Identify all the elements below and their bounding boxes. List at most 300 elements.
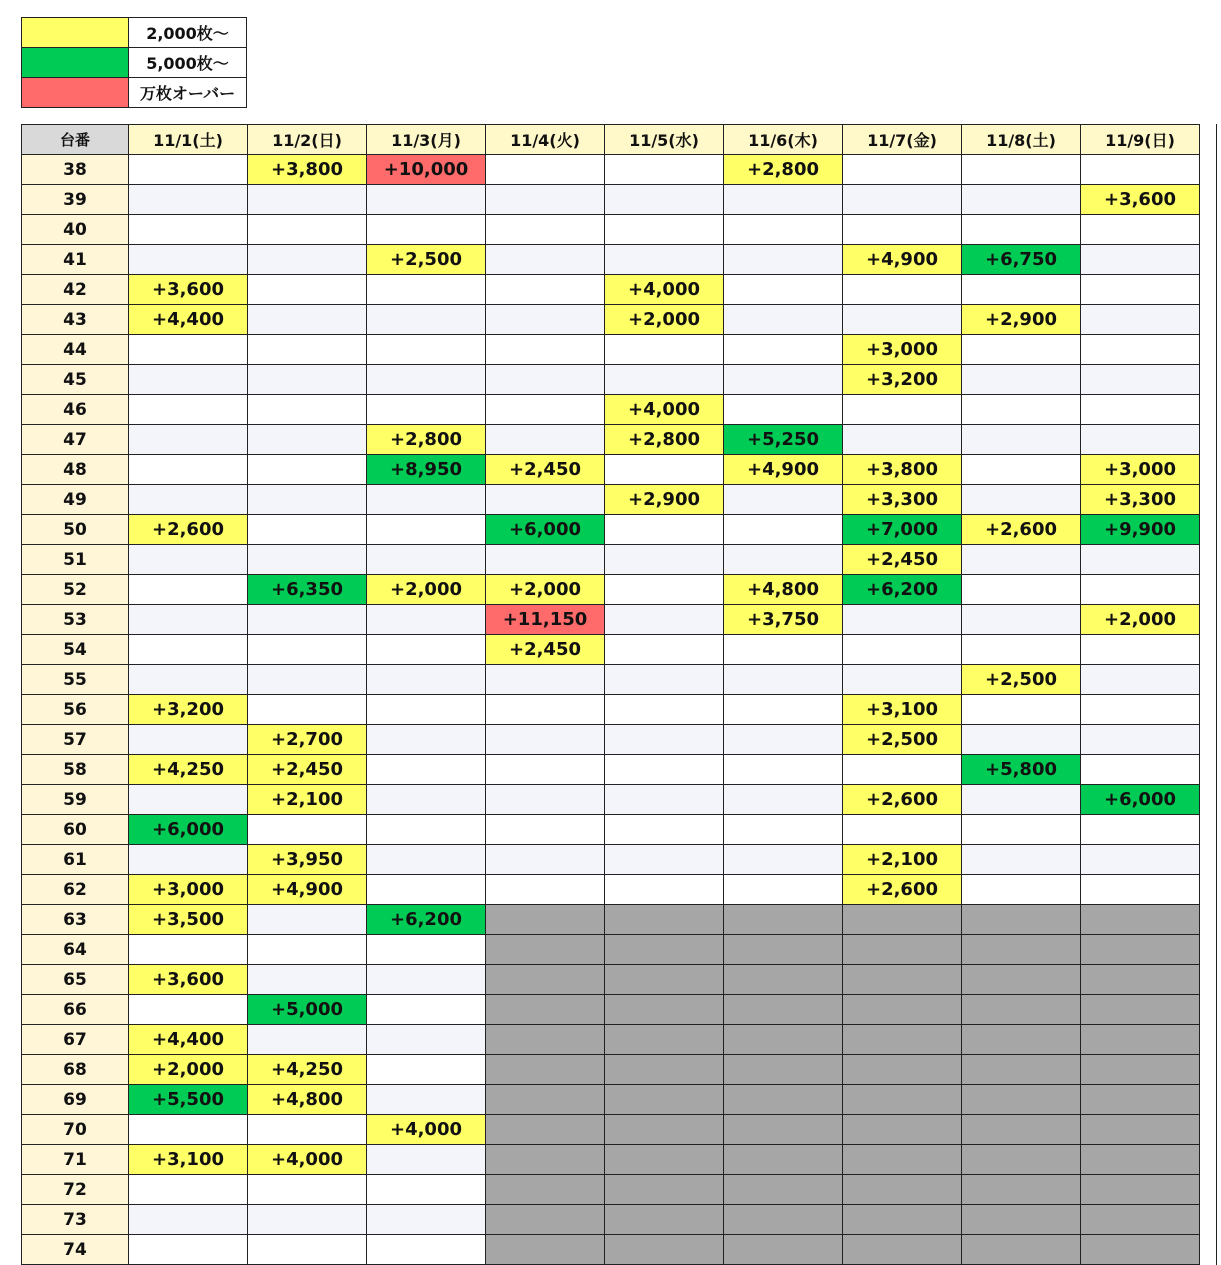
result-cell	[248, 905, 367, 935]
result-cell	[486, 335, 605, 365]
result-cell: +2,000	[129, 1055, 248, 1085]
result-cell	[605, 575, 724, 605]
result-cell	[605, 545, 724, 575]
result-cell	[605, 605, 724, 635]
machine-number: 49	[22, 485, 129, 515]
result-cell: +2,600	[843, 785, 962, 815]
result-cell: +2,100	[843, 845, 962, 875]
result-cell: +4,000	[605, 395, 724, 425]
result-cell	[962, 725, 1081, 755]
table-row	[22, 1055, 1200, 1085]
result-cell	[1081, 755, 1200, 785]
machine-number: 42	[22, 275, 129, 305]
machine-number: 58	[22, 755, 129, 785]
table-row	[22, 815, 1200, 845]
blocked-cell	[486, 995, 605, 1025]
result-cell	[962, 875, 1081, 905]
result-cell	[962, 215, 1081, 245]
result-cell: +6,000	[129, 815, 248, 845]
machine-number: 67	[22, 1025, 129, 1055]
result-cell	[843, 665, 962, 695]
machine-number: 68	[22, 1055, 129, 1085]
table-row	[22, 275, 1200, 305]
date-header: 11/1(土)	[129, 125, 248, 155]
result-cell	[367, 1145, 486, 1175]
blocked-cell	[1081, 1235, 1200, 1265]
result-cell: +3,000	[1081, 455, 1200, 485]
blocked-cell	[486, 1115, 605, 1145]
result-cell: +3,200	[843, 365, 962, 395]
result-cell: +2,450	[486, 455, 605, 485]
result-cell	[248, 275, 367, 305]
blocked-cell	[724, 1115, 843, 1145]
table-row	[22, 785, 1200, 815]
blocked-cell	[486, 1205, 605, 1235]
result-cell	[962, 395, 1081, 425]
legend-row	[22, 78, 247, 108]
result-cell: +11,150	[486, 605, 605, 635]
machine-number: 51	[22, 545, 129, 575]
result-cell	[129, 365, 248, 395]
result-cell	[962, 635, 1081, 665]
result-cell	[248, 365, 367, 395]
result-cell	[248, 305, 367, 335]
result-cell	[724, 305, 843, 335]
result-cell	[367, 1205, 486, 1235]
result-cell	[248, 395, 367, 425]
table-row	[22, 995, 1200, 1025]
date-header: 11/3(月)	[367, 125, 486, 155]
result-cell: +3,800	[248, 155, 367, 185]
result-cell	[486, 665, 605, 695]
legend-row	[22, 48, 247, 78]
result-cell	[129, 215, 248, 245]
result-cell: +2,500	[962, 665, 1081, 695]
result-cell	[129, 605, 248, 635]
result-cell: +10,000	[367, 155, 486, 185]
legend-label: 5,000枚～	[129, 48, 247, 78]
result-cell	[486, 245, 605, 275]
machine-number: 74	[22, 1235, 129, 1265]
blocked-cell	[843, 995, 962, 1025]
machine-number: 63	[22, 905, 129, 935]
table-row	[22, 185, 1200, 215]
result-cell	[129, 575, 248, 605]
legend-label: 万枚オーバー	[129, 78, 247, 108]
result-cell	[129, 1175, 248, 1205]
machine-number: 65	[22, 965, 129, 995]
blocked-cell	[605, 1055, 724, 1085]
result-cell: +9,900	[1081, 515, 1200, 545]
result-cell: +2,450	[843, 545, 962, 575]
date-header: 11/8(土)	[962, 125, 1081, 155]
result-cell	[367, 185, 486, 215]
result-cell	[843, 305, 962, 335]
blocked-cell	[486, 905, 605, 935]
result-cell	[962, 815, 1081, 845]
result-cell	[367, 335, 486, 365]
result-cell	[129, 935, 248, 965]
result-cell	[367, 545, 486, 575]
result-cell	[367, 1055, 486, 1085]
result-cell: +4,400	[129, 1025, 248, 1055]
result-cell	[843, 815, 962, 845]
result-cell: +3,950	[248, 845, 367, 875]
result-cell	[724, 245, 843, 275]
result-cell	[962, 455, 1081, 485]
result-cell: +6,200	[367, 905, 486, 935]
table-row	[22, 905, 1200, 935]
table-row	[22, 1175, 1200, 1205]
blocked-cell	[605, 1025, 724, 1055]
result-cell: +3,100	[129, 1145, 248, 1175]
result-cell: +2,000	[367, 575, 486, 605]
machine-number: 62	[22, 875, 129, 905]
blocked-cell	[724, 1055, 843, 1085]
blocked-cell	[1081, 935, 1200, 965]
result-cell: +4,000	[605, 275, 724, 305]
result-cell: +6,000	[486, 515, 605, 545]
result-cell	[724, 815, 843, 845]
result-cell	[1081, 425, 1200, 455]
result-cell	[486, 425, 605, 455]
result-cell: +3,200	[129, 695, 248, 725]
blocked-cell	[1081, 965, 1200, 995]
blocked-cell	[724, 1205, 843, 1235]
machine-number: 44	[22, 335, 129, 365]
result-cell: +7,000	[843, 515, 962, 545]
result-cell	[605, 245, 724, 275]
machine-number: 45	[22, 365, 129, 395]
result-cell	[962, 575, 1081, 605]
result-cell	[129, 635, 248, 665]
result-cell	[129, 725, 248, 755]
result-cell	[1081, 335, 1200, 365]
result-cell	[129, 995, 248, 1025]
blocked-cell	[724, 1145, 843, 1175]
result-cell: +3,000	[129, 875, 248, 905]
blocked-cell	[962, 905, 1081, 935]
date-header: 11/2(日)	[248, 125, 367, 155]
result-cell	[248, 515, 367, 545]
result-cell	[367, 605, 486, 635]
result-cell: +2,100	[248, 785, 367, 815]
result-cell	[486, 305, 605, 335]
result-cell	[248, 545, 367, 575]
result-cell	[605, 695, 724, 725]
table-row	[22, 665, 1200, 695]
result-cell	[367, 935, 486, 965]
blocked-cell	[843, 1025, 962, 1055]
result-cell	[248, 665, 367, 695]
machine-number: 70	[22, 1115, 129, 1145]
blocked-cell	[605, 1205, 724, 1235]
machine-number: 61	[22, 845, 129, 875]
machine-number: 73	[22, 1205, 129, 1235]
blocked-cell	[843, 965, 962, 995]
result-cell	[962, 485, 1081, 515]
result-cell	[1081, 395, 1200, 425]
blocked-cell	[962, 1085, 1081, 1115]
blocked-cell	[605, 995, 724, 1025]
result-cell	[129, 425, 248, 455]
table-row	[22, 455, 1200, 485]
blocked-cell	[962, 1115, 1081, 1145]
result-cell	[605, 635, 724, 665]
result-cell: +2,500	[367, 245, 486, 275]
result-cell	[486, 845, 605, 875]
blocked-cell	[1081, 1175, 1200, 1205]
machine-number: 48	[22, 455, 129, 485]
result-cell	[724, 755, 843, 785]
blocked-cell	[724, 1025, 843, 1055]
result-cell	[1081, 695, 1200, 725]
date-header: 11/6(木)	[724, 125, 843, 155]
blocked-cell	[962, 1175, 1081, 1205]
result-cell	[1081, 665, 1200, 695]
result-cell	[248, 935, 367, 965]
blocked-cell	[724, 1175, 843, 1205]
result-cell	[486, 815, 605, 845]
result-cell: +3,300	[1081, 485, 1200, 515]
result-cell	[129, 335, 248, 365]
table-row	[22, 605, 1200, 635]
result-cell	[843, 215, 962, 245]
result-cell: +4,900	[248, 875, 367, 905]
result-cell	[248, 185, 367, 215]
result-cell	[486, 395, 605, 425]
result-cell	[962, 545, 1081, 575]
table-row	[22, 635, 1200, 665]
blocked-cell	[486, 965, 605, 995]
blocked-cell	[843, 935, 962, 965]
result-cell: +3,600	[129, 965, 248, 995]
corner-header: 台番	[22, 125, 129, 155]
result-cell	[248, 605, 367, 635]
result-cell	[1081, 305, 1200, 335]
result-cell	[962, 605, 1081, 635]
result-cell	[1081, 815, 1200, 845]
result-cell	[724, 485, 843, 515]
result-cell	[843, 155, 962, 185]
result-cell	[248, 1205, 367, 1235]
blocked-cell	[724, 935, 843, 965]
result-cell	[724, 845, 843, 875]
result-cell	[605, 665, 724, 695]
result-cell	[605, 515, 724, 545]
result-cell	[129, 485, 248, 515]
result-cell: +3,100	[843, 695, 962, 725]
result-cell	[367, 875, 486, 905]
result-cell	[486, 695, 605, 725]
legend-label: 2,000枚～	[129, 18, 247, 48]
result-cell: +2,900	[605, 485, 724, 515]
machine-number: 71	[22, 1145, 129, 1175]
result-cell	[962, 275, 1081, 305]
blocked-cell	[1081, 1025, 1200, 1055]
date-header: 11/7(金)	[843, 125, 962, 155]
blocked-cell	[486, 1055, 605, 1085]
table-row	[22, 515, 1200, 545]
blocked-cell	[605, 1115, 724, 1145]
result-cell	[605, 335, 724, 365]
result-cell	[129, 185, 248, 215]
blocked-cell	[843, 1055, 962, 1085]
date-header: 11/5(水)	[605, 125, 724, 155]
result-cell: +3,800	[843, 455, 962, 485]
table-row	[22, 155, 1200, 185]
result-cell	[724, 635, 843, 665]
result-cell	[843, 275, 962, 305]
machine-number: 38	[22, 155, 129, 185]
machine-number: 41	[22, 245, 129, 275]
result-cell	[605, 815, 724, 845]
result-cell	[1081, 635, 1200, 665]
result-cell	[724, 725, 843, 755]
result-cell: +4,900	[724, 455, 843, 485]
result-cell	[486, 875, 605, 905]
table-right-edge	[1216, 124, 1221, 1265]
result-cell	[605, 185, 724, 215]
result-cell	[367, 785, 486, 815]
result-cell: +4,250	[129, 755, 248, 785]
result-cell	[962, 155, 1081, 185]
blocked-cell	[962, 965, 1081, 995]
result-cell	[129, 845, 248, 875]
result-cell	[367, 1085, 486, 1115]
table-row	[22, 755, 1200, 785]
result-cell: +4,800	[248, 1085, 367, 1115]
result-cell: +3,600	[129, 275, 248, 305]
result-cell	[486, 365, 605, 395]
blocked-cell	[962, 1055, 1081, 1085]
result-cell: +4,800	[724, 575, 843, 605]
table-row	[22, 245, 1200, 275]
result-cell	[605, 155, 724, 185]
blocked-cell	[724, 1235, 843, 1265]
blocked-cell	[486, 935, 605, 965]
result-cell	[605, 455, 724, 485]
result-cell	[367, 1235, 486, 1265]
blocked-cell	[843, 1115, 962, 1145]
legend-swatch	[22, 78, 129, 108]
result-cell	[605, 725, 724, 755]
blocked-cell	[486, 1235, 605, 1265]
blocked-cell	[843, 1175, 962, 1205]
legend	[21, 17, 247, 108]
blocked-cell	[1081, 1055, 1200, 1085]
result-cell	[367, 1025, 486, 1055]
result-cell: +2,900	[962, 305, 1081, 335]
data-table	[21, 124, 1200, 1265]
result-cell	[1081, 725, 1200, 755]
result-cell	[1081, 875, 1200, 905]
machine-number: 39	[22, 185, 129, 215]
table-row	[22, 725, 1200, 755]
result-cell	[724, 395, 843, 425]
machine-number: 66	[22, 995, 129, 1025]
result-cell	[367, 695, 486, 725]
result-cell	[843, 185, 962, 215]
result-cell	[1081, 275, 1200, 305]
result-cell	[248, 485, 367, 515]
blocked-cell	[962, 995, 1081, 1025]
blocked-cell	[605, 905, 724, 935]
result-cell	[605, 875, 724, 905]
result-cell	[843, 425, 962, 455]
result-cell	[486, 485, 605, 515]
result-cell	[248, 215, 367, 245]
result-cell	[1081, 545, 1200, 575]
result-cell	[486, 275, 605, 305]
blocked-cell	[962, 1145, 1081, 1175]
result-cell: +2,000	[1081, 605, 1200, 635]
table-row	[22, 1025, 1200, 1055]
result-cell	[605, 755, 724, 785]
blocked-cell	[724, 995, 843, 1025]
result-cell	[1081, 215, 1200, 245]
table-row	[22, 965, 1200, 995]
result-cell	[486, 755, 605, 785]
result-cell: +4,400	[129, 305, 248, 335]
result-cell	[486, 785, 605, 815]
blocked-cell	[605, 935, 724, 965]
machine-number: 53	[22, 605, 129, 635]
table-row	[22, 215, 1200, 245]
result-cell	[843, 755, 962, 785]
blocked-cell	[1081, 1085, 1200, 1115]
result-cell: +2,800	[724, 155, 843, 185]
blocked-cell	[843, 1085, 962, 1115]
result-cell: +2,800	[605, 425, 724, 455]
result-cell	[486, 215, 605, 245]
result-cell	[129, 1205, 248, 1235]
result-cell: +4,000	[248, 1145, 367, 1175]
result-cell	[367, 365, 486, 395]
result-cell	[724, 185, 843, 215]
result-cell	[129, 545, 248, 575]
table-row	[22, 1115, 1200, 1145]
result-cell: +4,250	[248, 1055, 367, 1085]
result-cell	[1081, 365, 1200, 395]
result-cell	[367, 725, 486, 755]
blocked-cell	[605, 965, 724, 995]
result-cell	[367, 485, 486, 515]
result-cell	[605, 215, 724, 245]
table-row	[22, 935, 1200, 965]
machine-number: 56	[22, 695, 129, 725]
result-cell	[962, 845, 1081, 875]
result-cell: +2,700	[248, 725, 367, 755]
blocked-cell	[843, 905, 962, 935]
blocked-cell	[843, 1205, 962, 1235]
result-cell	[1081, 245, 1200, 275]
result-cell	[962, 185, 1081, 215]
result-cell: +2,500	[843, 725, 962, 755]
result-cell	[962, 695, 1081, 725]
table-row	[22, 575, 1200, 605]
blocked-cell	[486, 1085, 605, 1115]
result-cell: +2,600	[962, 515, 1081, 545]
table-row	[22, 365, 1200, 395]
result-cell	[724, 215, 843, 245]
machine-number: 57	[22, 725, 129, 755]
result-cell	[486, 185, 605, 215]
result-cell	[724, 515, 843, 545]
result-cell	[129, 665, 248, 695]
result-cell	[1081, 845, 1200, 875]
result-cell	[724, 545, 843, 575]
